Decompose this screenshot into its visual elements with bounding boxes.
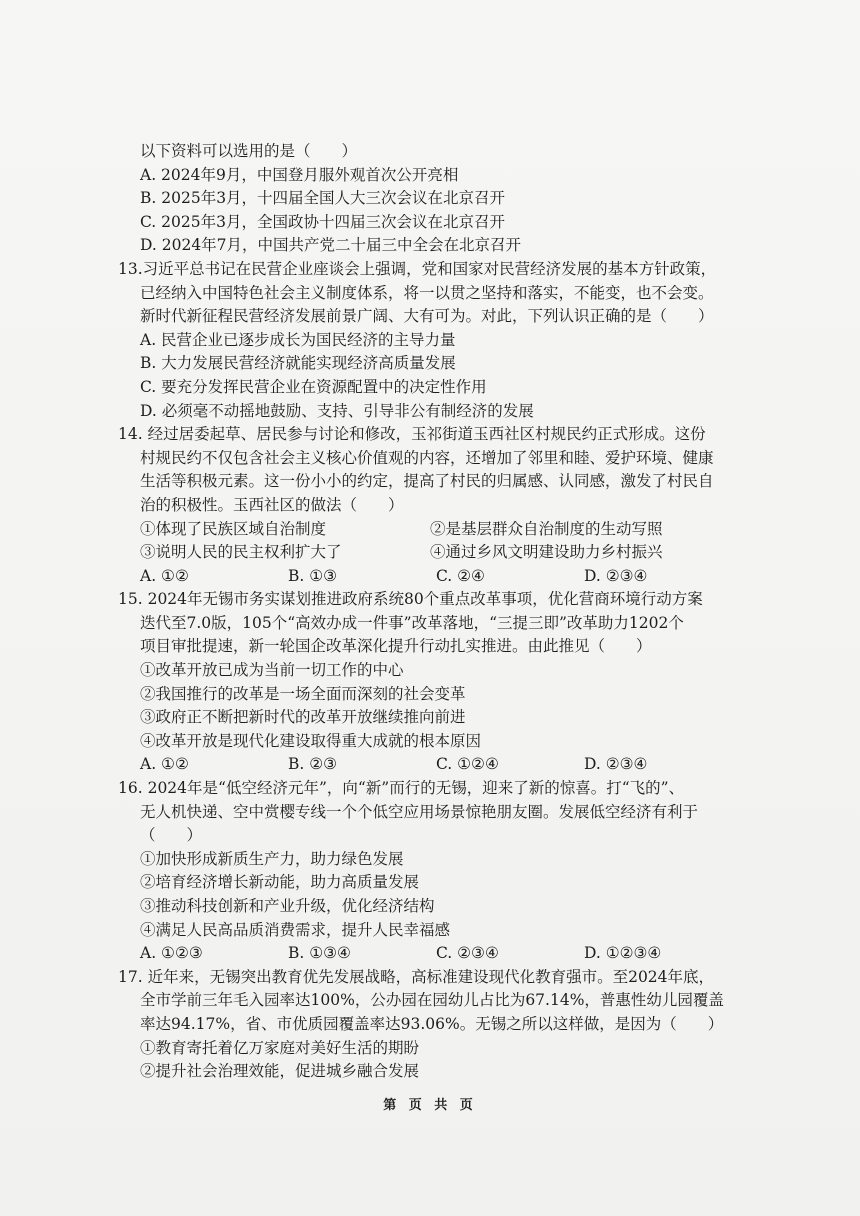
q14-item-3: ③说明人民的民主权利扩大了: [140, 543, 342, 562]
q17-stem-line: 率达94.17%，省、市优质园覆盖率达93.06%。无锡之所以这样做，是因为（ ）: [140, 1014, 724, 1033]
q14-stem-line: 生活等积极元素。这一份小小的约定，提高了村民的归属感、认同感，激发了村民自: [140, 472, 714, 491]
q16-choices-row: [118, 942, 738, 966]
q15-item-3: ③政府正不断把新时代的改革开放继续推向前进: [140, 708, 466, 727]
q14-choices-row: [118, 565, 738, 589]
exam-content: [118, 140, 738, 1084]
q15-stem-line: 项目审批提速，新一轮国企改革深化提升行动扎实推进。由此推见（ ）: [140, 637, 652, 656]
q12-option-a: A. 2024年9月，中国登月服外观首次公开亮相: [140, 165, 459, 184]
q15-item-2: ②我国推行的改革是一场全面而深刻的社会变革: [140, 684, 466, 703]
q16-choice-b: B. ①③④: [288, 944, 351, 963]
q14-choice-b: B. ①③: [288, 566, 338, 585]
q12-option-d: D. 2024年7月，中国共产党二十届三中全会在北京召开: [140, 236, 522, 255]
q17-item-1: ①教育寄托着亿万家庭对美好生活的期盼: [140, 1038, 420, 1057]
q12-option-b: B. 2025年3月，十四届全国人大三次会议在北京召开: [140, 189, 506, 208]
q16-item-3: ③推动科技创新和产业升级，优化经济结构: [140, 897, 435, 915]
q13-option-a: A. 民营企业已逐步成长为国民经济的主导力量: [140, 330, 456, 349]
q13-stem-line: 新时代新征程民营经济发展前景广阔、大有可为。对此，下列认识正确的是（ ）: [140, 307, 714, 326]
q13-stem-line: 13.习近平总书记在民营企业座谈会上强调，党和国家对民营经济发展的基本方针政策，: [118, 259, 717, 278]
q15-stem-line: 15. 2024年无锡市务实谋划推进政府系统80个重点改革事项，优化营商环境行动方案: [118, 590, 703, 609]
q15-choice-c: C. ①②④: [436, 755, 499, 774]
page-footer: 第 页 共 页: [383, 1098, 477, 1113]
q15-item-4: ④改革开放是现代化建设取得重大成就的根本原因: [140, 731, 482, 750]
q14-stem-line: 14. 经过居委起草、居民参与讨论和修改，玉祁街道玉西社区村规民约正式形成。这份: [118, 425, 706, 444]
q14-items-row: [118, 518, 738, 542]
q13-stem-line: 已经纳入中国特色社会主义制度体系，将一以贯之坚持和落实，不能变，也不会变。: [140, 283, 714, 302]
q14-item-1: ①体现了民族区域自治制度: [140, 519, 327, 538]
q16-choice-d: D. ①②③④: [584, 944, 662, 963]
q16-choice-c: C. ②③④: [436, 944, 499, 963]
q14-item-4: ④通过乡风文明建设助力乡村振兴: [430, 543, 663, 562]
q13-option-c: C. 要充分发挥民营企业在资源配置中的决定性作用: [140, 377, 487, 396]
q12-stem-tail: 以下资料可以选用的是（ ）: [140, 142, 358, 160]
q14-stem-line: 村规民约不仅包含社会主义核心价值观的内容，还增加了邻里和睦、爱护环境、健康: [140, 448, 714, 467]
q15-choice-a: A. ①②: [140, 755, 189, 774]
q16-item-4: ④满足人民高品质消费需求，提升人民幸福感: [140, 920, 451, 939]
q13-option-b: B. 大力发展民营经济就能实现经济高质量发展: [140, 354, 456, 373]
q16-item-2: ②培育经济增长新动能，助力高质量发展: [140, 873, 420, 892]
q15-choices-row: [118, 753, 738, 777]
q15-item-1: ①改革开放已成为当前一切工作的中心: [140, 661, 404, 680]
q14-stem-line: 治的积极性。玉西社区的做法（ ）: [140, 495, 404, 514]
q16-stem-line: 16. 2024年是“低空经济元年”，向“新”而行的无锡，迎来了新的惊喜。打“飞的”、: [118, 779, 685, 798]
q17-stem-line: 17. 近年来，无锡突出教育优先发展战略，高标准建设现代化教育强市。至2024年底，: [118, 967, 715, 986]
q14-item-2: ②是基层群众自治制度的生动写照: [430, 519, 663, 538]
q15-choice-b: B. ②③: [288, 755, 338, 774]
q14-choice-c: C. ②④: [436, 566, 485, 585]
q14-choice-a: A. ①②: [140, 566, 189, 585]
q16-choice-a: A. ①②③: [140, 944, 203, 963]
q13-option-d: D. 必须毫不动摇地鼓励、支持、引导非公有制经济的发展: [140, 401, 534, 420]
q16-stem-line: （ ）: [140, 826, 203, 845]
q14-items-row: [118, 541, 738, 565]
q14-choice-d: D. ②③④: [584, 566, 648, 585]
q12-option-c: C. 2025年3月，全国政协十四届三次会议在北京召开: [140, 212, 505, 231]
q15-choice-d: D. ②③④: [584, 755, 648, 774]
q17-item-2: ②提升社会治理效能，促进城乡融合发展: [140, 1062, 420, 1081]
q16-item-1: ①加快形成新质生产力，助力绿色发展: [140, 849, 404, 868]
q17-stem-line: 全市学前三年毛入园率达100%，公办园在园幼儿占比为67.14%，普惠性幼儿园覆盖: [140, 991, 724, 1010]
q16-stem-line: 无人机快递、空中赏樱专线一个个低空应用场景惊艳朋友圈。发展低空经济有利于: [140, 802, 699, 821]
q15-stem-line: 迭代至7.0版，105个“高效办成一件事”改革落地，“三提三即”改革助力1202个: [140, 613, 684, 632]
